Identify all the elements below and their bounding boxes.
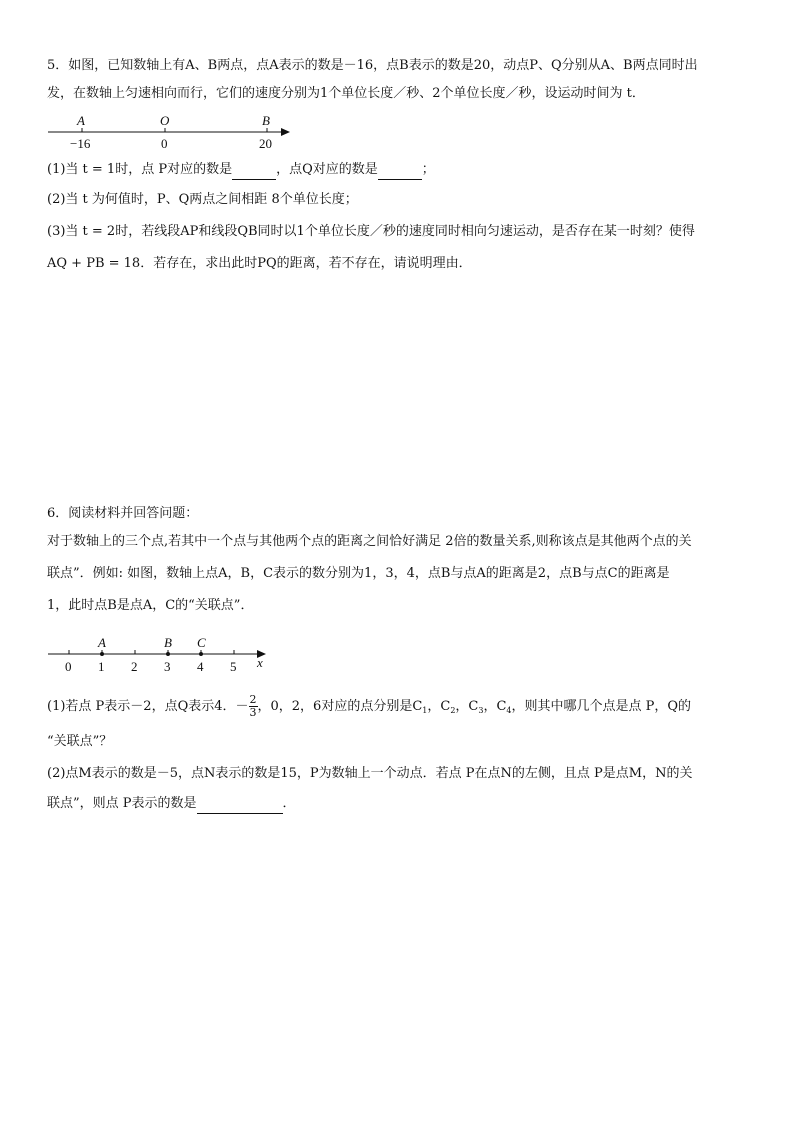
q6-sub-3: 3: [478, 706, 484, 715]
q6-tick-label-3: 3: [164, 659, 171, 674]
q6-part1-text-a: (1)若点 P表示－2，点Q表示4．－: [47, 699, 249, 714]
q5-part1-text-c: ；: [421, 162, 435, 177]
q6-point-c-label: C: [197, 635, 206, 650]
q6-part2-text-a: 联点”，则点 P表示的数是: [47, 796, 197, 811]
q6-part-1-line-2: “关联点”？: [47, 734, 113, 749]
q5-text-line-2: 发，在数轴上匀速相向而行，它们的速度分别为1个单位长度／秒、2个单位长度／秒，设运动时间为 t．: [47, 86, 645, 101]
q6-fraction: [249, 694, 258, 719]
q5-value-a: −16: [70, 136, 91, 151]
q5-value-b: 20: [259, 136, 272, 151]
q6-part-2-line-1: (2)点M表示的数是－5，点N表示的数是15，P为数轴上一个动点．若点 P在点N的左侧，且点 P是点M，N的关: [47, 766, 693, 781]
q6-answer-blank[interactable]: [197, 799, 283, 814]
q6-part1-text-b: ，0，2，6对应的点分别是C: [257, 699, 423, 714]
q6-text-line-1: 6．阅读材料并回答问题：: [47, 506, 199, 521]
q5-part-1: [47, 160, 435, 180]
q6-sub-2: 2: [450, 706, 456, 715]
q5-part1-text-b: ，点Q对应的数是: [276, 162, 378, 177]
q5-axis-arrow: [281, 128, 290, 136]
q6-tick-label-0: 0: [65, 659, 72, 674]
q5-point-a-label: A: [77, 113, 85, 128]
q6-tick-label-2: 2: [131, 659, 138, 674]
q6-part2-text-b: ．: [282, 796, 296, 811]
q6-text-line-4: 1，此时点B是点A，C的“关联点”．: [47, 598, 254, 613]
q5-value-o: 0: [161, 136, 168, 151]
q5-point-b-label: B: [262, 113, 270, 128]
q6-text-line-3: 联点”．例如: 如图，数轴上点A，B，C表示的数分别为1，3，4，点B与点A的距离是2，点B与点C的距离是: [47, 566, 670, 581]
q6-tick-label-4: 4: [197, 659, 204, 674]
q6-sub-4: 4: [506, 706, 512, 715]
q5-part-3-line-2: AQ + PB = 18．若存在，求出此时PQ的距离，若不存在，请说明理由．: [47, 256, 472, 271]
q5-answer-blank-q[interactable]: [378, 165, 422, 180]
q6-point-b-dot: [166, 652, 170, 656]
q6-tick-label-1: 1: [98, 659, 105, 674]
q6-fraction-numerator: 2: [249, 693, 257, 706]
q6-fraction-denominator: 3: [249, 706, 257, 719]
q6-point-a-dot: [100, 652, 104, 656]
q6-part1-text-c: ，则其中哪几个点是点 P，Q的: [511, 699, 692, 714]
q6-point-b-label: B: [164, 635, 172, 650]
q5-part-2: (2)当 t 为何值时，P、Q两点之间相距 8个单位长度；: [47, 192, 358, 207]
q6-part-2-line-2: [47, 794, 296, 814]
q6-ticks: [69, 650, 234, 654]
q6-text-line-2: 对于数轴上的三个点,若其中一个点与其他两个点的距离之间恰好满足 2倍的数量关系,则称该点是其他两个点的关: [47, 534, 692, 549]
q5-part-3-line-1: (3)当 t = 2时，若线段AP和线段QB同时以1个单位长度／秒的速度同时相向匀速运动，是否存在某一时刻？使得: [47, 224, 695, 239]
q6-point-c-dot: [199, 652, 203, 656]
q5-answer-blank-p[interactable]: [232, 165, 276, 180]
q5-text-line-1: 5．如图，已知数轴上有A、B两点，点A表示的数是－16，点B表示的数是20，动点P、Q分别从A、B两点同时出: [47, 58, 698, 73]
q6-sub-1: 1: [422, 706, 428, 715]
q5-number-line: [40, 112, 300, 152]
q6-number-line: [44, 630, 284, 676]
q5-point-o-label: O: [160, 113, 170, 128]
q6-point-a-label: A: [98, 635, 106, 650]
q6-axis-label-x: x: [257, 655, 263, 670]
q5-part1-text-a: (1)当 t = 1时，点 P对应的数是: [47, 162, 233, 177]
q6-tick-label-5: 5: [230, 659, 237, 674]
q6-part-1-line-1: (1)若点 P表示－2，点Q表示4．－ $\frac{2}{3}$ ，0，2，6对应的点分别是$C_1$，$C_2$，$C_3$，$C_4$，则其中哪几个点是点 P，Q的: [47, 693, 692, 719]
